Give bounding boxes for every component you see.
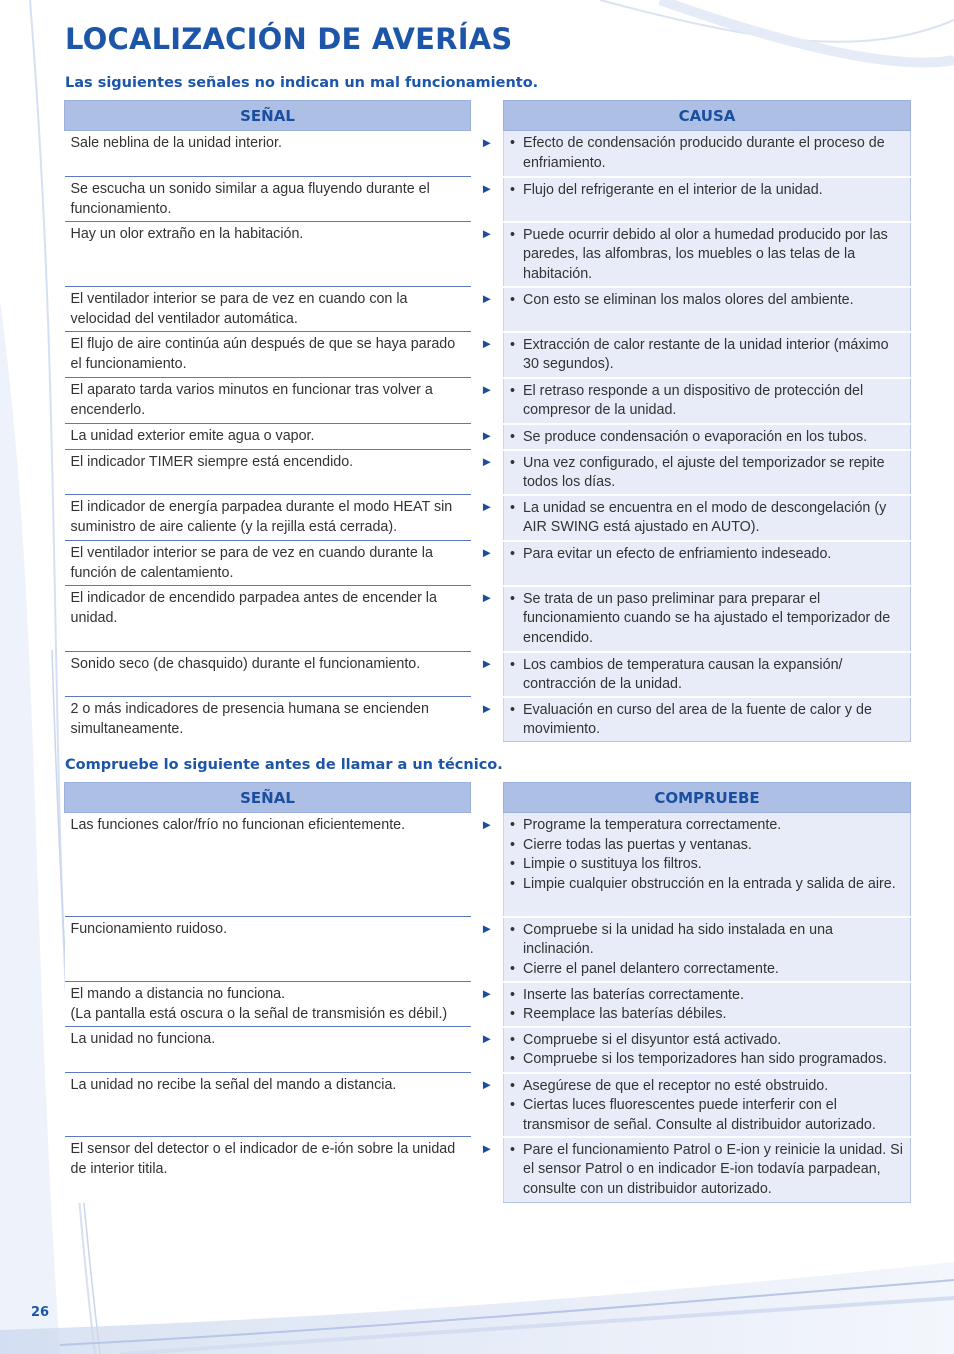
signal-cell (65, 697, 471, 742)
signal-text: La unidad no recibe la señal del mando a distancia. (70, 1077, 397, 1093)
cause-cell (504, 131, 911, 177)
table-row (65, 982, 911, 1027)
list-item: • Programe la temperatura correctamente. (510, 816, 904, 836)
cause-cell (504, 177, 911, 222)
bullet-list (510, 816, 904, 894)
page-number: 26 (31, 1305, 50, 1320)
bullet-list (510, 1077, 904, 1136)
list-item: • Cierre el panel delantero correctamente. (510, 960, 904, 980)
cause-cell (504, 450, 911, 495)
list-item: • Compruebe si el disyuntor está activado. (510, 1031, 904, 1051)
arrow-icon: ► (471, 917, 504, 982)
arrow-icon: ► (471, 495, 504, 541)
arrow-icon: ► (471, 424, 504, 450)
bullet-list (510, 656, 904, 695)
signal-cell (65, 917, 471, 982)
check-cell (504, 982, 911, 1027)
signal-text: El flujo de aire continúa aún después de que se haya parado el funcionamiento. (70, 336, 456, 372)
arrow-icon: ► (471, 177, 504, 222)
check-cell (504, 917, 911, 982)
arrow-icon: ► (471, 813, 504, 917)
signal-text: El aparato tarda varios minutos en funcionar tras volver a encenderlo. (70, 382, 433, 418)
bullet-list (510, 454, 904, 493)
signal-text: El ventilador interior se para de vez en cuando con la velocidad del ventilador automática. (70, 291, 408, 327)
check-before-calling-table (64, 782, 911, 1203)
cause-cell (504, 586, 911, 652)
signal-cell (65, 1027, 471, 1073)
table-row (65, 177, 911, 222)
list-item: • Ciertas luces fluorescentes puede interferir con el transmisor de señal. Consulte al distribuidor autorizado. (510, 1096, 904, 1135)
table-row (65, 131, 911, 177)
arrow-icon: ► (471, 450, 504, 495)
bullet-list (510, 1141, 904, 1200)
signal-text: El indicador de encendido parpadea antes de encender la unidad. (70, 590, 437, 626)
table-row (65, 378, 911, 424)
list-item: • Evaluación en curso del area de la fuente de calor y de movimiento. (510, 701, 904, 740)
signal-text: Se escucha un sonido similar a agua fluyendo durante el funcionamiento. (70, 181, 430, 217)
table-row (65, 1027, 911, 1073)
arrow-icon: ► (471, 222, 504, 287)
bullet-list (510, 226, 904, 285)
list-item: • Inserte las baterías correctamente. (510, 986, 904, 1006)
signal-cell (65, 287, 471, 332)
check-cell (504, 813, 911, 917)
signal-text: Sonido seco (de chasquido) durante el funcionamiento. (70, 656, 421, 672)
bullet-list (510, 134, 904, 173)
signal-text: El mando a distancia no funciona. (70, 986, 286, 1002)
signal-cell (65, 378, 471, 424)
arrow-icon: ► (471, 378, 504, 424)
arrow-icon: ► (471, 287, 504, 332)
bullet-list (510, 590, 904, 649)
signal-text: (La pantalla está oscura o la señal de transmisión es débil.) (70, 1005, 448, 1022)
list-item: • Para evitar un efecto de enfriamiento indeseado. (510, 545, 904, 565)
arrow-icon: ► (471, 982, 504, 1027)
signal-text: Hay un olor extraño en la habitación. (70, 226, 304, 242)
arrow-icon: ► (471, 652, 504, 697)
cause-cell (504, 541, 911, 586)
list-item: • El retraso responde a un dispositivo de protección del compresor de la unidad. (510, 382, 904, 421)
list-item: • Efecto de condensación producido durante el proceso de enfriamiento. (510, 134, 904, 173)
bullet-list (510, 921, 904, 980)
table-row (65, 541, 911, 586)
list-item: • Extracción de calor restante de la unidad interior (máximo 30 segundos). (510, 336, 904, 375)
signal-cell (65, 586, 471, 652)
table-row (65, 586, 911, 652)
cause-cell (504, 697, 911, 742)
arrow-icon: ► (471, 1073, 504, 1137)
signal-cell (65, 1137, 471, 1203)
cause-cell (504, 287, 911, 332)
bullet-list (510, 701, 904, 740)
signal-text: Funcionamiento ruidoso. (70, 921, 228, 937)
list-item: • Limpie cualquier obstrucción en la entrada y salida de aire. (510, 875, 904, 895)
section2-heading: Compruebe lo siguiente antes de llamar a un técnico. (65, 757, 503, 773)
arrow-icon: ► (471, 1027, 504, 1073)
arrow-icon: ► (471, 541, 504, 586)
table-row (65, 332, 911, 378)
bullet-list (510, 291, 904, 311)
signal-cell (65, 332, 471, 378)
cause-cell (504, 424, 911, 450)
bullet-list (510, 181, 904, 201)
cause-cell (504, 222, 911, 287)
check-cell (504, 1027, 911, 1073)
table-row (65, 450, 911, 495)
arrow-icon: ► (471, 131, 504, 177)
table-row (65, 495, 911, 541)
list-item: • Reemplace las baterías débiles. (510, 1005, 904, 1025)
signal-text: El sensor del detector o el indicador de e-ión sobre la unidad de interior titila. (70, 1141, 456, 1177)
arrow-icon: ► (471, 697, 504, 742)
signal-text: La unidad exterior emite agua o vapor. (70, 428, 315, 444)
section1-heading: Las siguientes señales no indican un mal funcionamiento. (65, 75, 539, 91)
bullet-list (510, 1031, 904, 1070)
list-item: • Los cambios de temperatura causan la expansión/ contracción de la unidad. (510, 656, 904, 695)
cause-cell (504, 652, 911, 697)
no-malfunction-table (64, 100, 911, 742)
signal-text: La unidad no funciona. (70, 1031, 216, 1047)
signal-text: El indicador de energía parpadea durante el modo HEAT sin suministro de aire caliente (y la rejilla está cerrada). (70, 499, 453, 535)
list-item: • Con esto se eliminan los malos olores del ambiente. (510, 291, 904, 311)
signal-cell (65, 131, 471, 177)
bullet-list (510, 428, 904, 448)
column-header-check: COMPRUEBE (504, 783, 911, 813)
signal-cell (65, 1073, 471, 1137)
signal-cell (65, 450, 471, 495)
table-row (65, 1073, 911, 1137)
signal-cell (65, 424, 471, 450)
check-cell (504, 1137, 911, 1203)
page-title: LOCALIZACIÓN DE AVERÍAS (65, 22, 513, 56)
signal-cell (65, 813, 471, 917)
cause-cell (504, 495, 911, 541)
signal-cell (65, 982, 471, 1027)
bullet-list (510, 545, 904, 565)
bullet-list (510, 382, 904, 421)
column-header-cause: CAUSA (504, 101, 911, 131)
column-header-signal: SEÑAL (65, 783, 471, 813)
list-item: • Compruebe si los temporizadores han sido programados. (510, 1050, 904, 1070)
list-item: • Compruebe si la unidad ha sido instalada en una inclinación. (510, 921, 904, 960)
signal-text: Las funciones calor/frío no funcionan eficientemente. (70, 817, 406, 833)
arrow-icon: ► (471, 1137, 504, 1203)
list-item: • Flujo del refrigerante en el interior de la unidad. (510, 181, 904, 201)
column-header-signal: SEÑAL (65, 101, 471, 131)
list-item: • Cierre todas las puertas y ventanas. (510, 836, 904, 856)
arrow-icon: ► (471, 332, 504, 378)
list-item: • Una vez configurado, el ajuste del temporizador se repite todos los días. (510, 454, 904, 493)
signal-text: El indicador TIMER siempre está encendido. (70, 454, 354, 470)
bullet-list (510, 336, 904, 375)
table-row (65, 287, 911, 332)
signal-cell (65, 222, 471, 287)
signal-text: El ventilador interior se para de vez en cuando durante la función de calentamiento. (70, 545, 433, 581)
signal-text: 2 o más indicadores de presencia humana se encienden simultaneamente. (70, 701, 429, 737)
signal-text: Sale neblina de la unidad interior. (70, 135, 282, 151)
signal-cell (65, 541, 471, 586)
list-item: • Se produce condensación o evaporación en los tubos. (510, 428, 904, 448)
bullet-list (510, 986, 904, 1025)
cause-cell (504, 378, 911, 424)
list-item: • Se trata de un paso preliminar para preparar el funcionamiento cuando se ha ajustado el temporizador de encendido. (510, 590, 904, 649)
table-row (65, 652, 911, 697)
list-item: • La unidad se encuentra en el modo de descongelación (y AIR SWING está ajustado en AUTO). (510, 499, 904, 538)
list-item: • Pare el funcionamiento Patrol o E-ion y reinicie la unidad. Si el sensor Patrol o en indicador E-ion todavía parpadean, consulte con un distribuidor autorizado. (510, 1141, 904, 1200)
arrow-icon: ► (471, 586, 504, 652)
list-item: • Asegúrese de que el receptor no esté obstruido. (510, 1077, 904, 1097)
signal-cell (65, 177, 471, 222)
table-row (65, 424, 911, 450)
table-row (65, 917, 911, 982)
table-row (65, 222, 911, 287)
table-row (65, 697, 911, 742)
check-cell (504, 1073, 911, 1137)
signal-cell (65, 652, 471, 697)
signal-cell (65, 495, 471, 541)
list-item: • Limpie o sustituya los filtros. (510, 855, 904, 875)
table-row (65, 1137, 911, 1203)
list-item: • Puede ocurrir debido al olor a humedad producido por las paredes, las alfombras, los muebles o las telas de la habitación. (510, 226, 904, 285)
table-row (65, 813, 911, 917)
bullet-list (510, 499, 904, 538)
cause-cell (504, 332, 911, 378)
